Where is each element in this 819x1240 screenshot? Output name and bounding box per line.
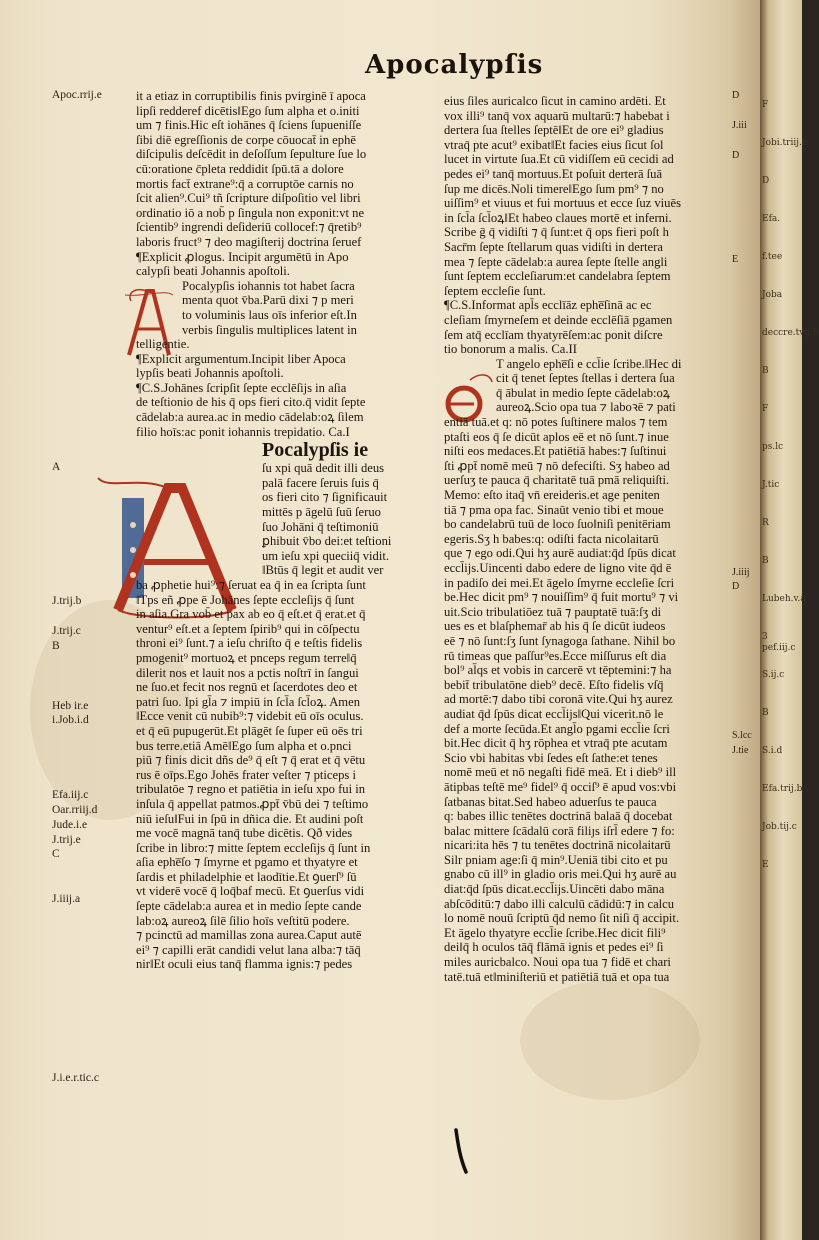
text-line: Scio vbi habitas vbi ſedes eſt ſathe:et tenes xyxy=(444,750,658,765)
text-line: que ⁊ ego odi.Qui hʒ aurē audiat:q̄d ſpūs dicat xyxy=(444,546,676,561)
text-line: Sacr̄m ſepte ſtellarum quas vidiſti in dertera xyxy=(444,239,663,254)
text-line: ¶C.S.Informat apl̄s ecclīāz ephe̅ſinā ac ec xyxy=(444,298,652,313)
text-line: gnabo cū ill⁹ in gladio oris mei.Qui hʒ aurē au xyxy=(444,867,677,882)
text-line: lab:oꝝ aureoꝝ ſilē ſilio hoīs veſtitū podere. xyxy=(136,913,350,928)
text-line: ‖Ecce venit cū nubib⁹:⁊ videbit eū oīs oculus. xyxy=(136,709,364,724)
text-line: cit q̄ tenet ſeptes ſtellas i dertera ſua xyxy=(496,371,675,386)
text-line: eius ſiles auricalco ſicut in camino ardēti. Et xyxy=(444,94,666,108)
text-line: niſti eos medaces.Et patiētiā habes:⁊ ſuſtinui xyxy=(444,444,667,459)
text-line: ſibi diē egreſſionis de corpe cōuocat̄ in ephē xyxy=(136,132,356,147)
text-line: dertera ſua ſtelles ſeptē‖Et de ore ei⁹ gladius xyxy=(444,123,664,138)
text-line: be.Hec dicit pm⁹ ⁊ nouiſſim⁹ q̄ fuit mortu⁹ ⁊ vi xyxy=(444,590,679,605)
right-text-column xyxy=(444,94,728,984)
margin-reference: J.trij.b xyxy=(52,595,82,608)
text-line: lo nomē nouū ſcriptū q̄d nemo ſit niſi q̄ accipit. xyxy=(444,911,680,926)
text-line: ſcit alien⁹.Cui⁹ tñ ſcripture diſpoſitio vel libri xyxy=(136,191,361,206)
text-line: ¶Explicit ꝓlogus. Incipit argumētū in Apo xyxy=(136,249,349,264)
text-line: lipſi redderef dicētis‖Ego ſum alpha et o.initi xyxy=(136,103,360,118)
edge-fragment: D xyxy=(762,176,770,186)
ink-stroke-mark xyxy=(452,1128,470,1176)
text-line: abſcōditū:⁊ dabo illi calculū cādidū:⁊ in calcu xyxy=(444,896,675,911)
text-line: nir‖Et oculi eius tanq̄ flamma ignis:⁊ pedes xyxy=(136,957,353,972)
margin-reference: i.Job.i.d xyxy=(52,714,89,727)
edge-fragment: B xyxy=(762,556,769,566)
edge-fragment: S.i.d xyxy=(762,746,783,756)
text-line: in ſcl̄a ſcl̄oꝝ‖Et habeo claues mortē et inferni. xyxy=(444,210,672,225)
text-line: mortis fact̄ extrane⁹:q̄ a corruptōe carnis no xyxy=(136,176,354,191)
text-line: filio hoīs:ac ponit iohannis trepidatio. Ca.I xyxy=(136,424,350,439)
text-line: T angelo ephe̅ſi e ccl̄ie ſcribe.‖Hec di xyxy=(496,356,682,371)
text-line: telligentie. xyxy=(136,337,190,352)
text-line: pmogenit⁹ mortuoꝝ et pnceps regum terre‖q̄ xyxy=(136,650,357,665)
edge-fragment: Job.tij.c xyxy=(762,822,797,832)
text-line: de teſtionio de his q̄ ops fieri cito.q̄ vidit ſepte xyxy=(136,395,366,410)
text-line: ne ſuo.et fecit nos regnū et ſacerdotes deo et xyxy=(136,680,358,695)
text-line: um ⁊ finis.Hic eſt iohānes q̄ ſciens ſupueniſſe xyxy=(136,118,362,133)
margin-reference: Oar.rriij.d xyxy=(52,803,98,816)
text-line: audiat q̄d ſpūs dicat eccl̄ijs‖Qui vicerit.nō le xyxy=(444,706,664,721)
text-line: in padiſo dei mei.Et āgelo ſmyrne eccleſie ſcri xyxy=(444,575,675,590)
text-line: ¶Explicit argumentum.Incipit liber Apoca xyxy=(136,351,346,366)
text-line: vox illi⁹ tanq̄ vox aquarū multarū:⁊ habebat i xyxy=(444,108,670,123)
edge-fragment: Efa. xyxy=(762,214,781,224)
text-line: ſcientib⁹ ingrendi deſideriū collocef:⁊ q̄retib⁹ xyxy=(136,220,362,235)
text-line: cū:oratione c̄pleta reddidit ſpū.tā a dolore xyxy=(136,161,344,176)
text-line: diſcipulis deſcēdit in deſoſſum ſepulture ſue lo xyxy=(136,147,367,162)
margin-reference: Efa.iij.c xyxy=(52,788,89,801)
text-line: vtraq̄ pte acut⁹ exibat‖Et facies eius ſicut ſol xyxy=(444,137,664,152)
text-line: it a etiaz in corruptibilis finis pvirginē ī apoca xyxy=(136,89,366,103)
margin-reference: J.iiij.a xyxy=(52,893,81,906)
text-line: lypſis beati Johannis apoſtoli. xyxy=(136,366,284,381)
text-line: calypſi beati Johannis apoſtoli. xyxy=(136,264,290,279)
margin-reference: B xyxy=(52,640,60,652)
text-line: ventur⁹ eſt.et a ſeptem ſpirib⁹ qui in cōſpectu xyxy=(136,621,360,636)
text-line: ues es et blaſphemar̄ ab his q̄ ſe dicūt iudeos xyxy=(444,619,666,634)
margin-reference: C xyxy=(52,848,60,861)
text-line: ꝑhibuit v̄bo dei:et teſtioni xyxy=(262,534,392,549)
margin-reference: S.lcc xyxy=(732,730,752,742)
text-line: ſcribe in libro:⁊ mitte ſeptem eccleſijs q̄ ſunt in xyxy=(136,840,371,855)
text-line: aureoꝝ.Scio opa tua ⁊ laboꝛē ⁊ pati xyxy=(496,400,676,415)
text-line: egeris.Sʒ h babes:q: odiſti facta nicolaitarū xyxy=(444,531,659,546)
edge-fragment: 3 pef.iij.c xyxy=(762,632,796,653)
text-line: in aſia.Gra vob̄ et pax ab eo q̄ eſt.et q̄ erat.et q̄ xyxy=(136,607,366,622)
text-line: bit.Hec dicit q̄ hʒ rōphea et vtraq̄ pte acutam xyxy=(444,736,668,751)
text-line: uiſſim⁹ et viuus et fui mortuus et ecce ſuz viuēs xyxy=(444,196,681,211)
margin-reference: J.iiij xyxy=(732,566,750,578)
text-line: Pocalypſis ie xyxy=(262,439,369,462)
text-line: ¶C.S.Johānes ſcripſit ſepte ecclēſijs in aſia xyxy=(136,380,347,395)
text-line: to voluminis laus oīs inferior eſt.In xyxy=(182,307,357,322)
text-line: uit.Scio tribulatiōez tuā ⁊ pauptatē tuā:ſʒ di xyxy=(444,604,662,619)
edge-fragment: Efa.trij.b xyxy=(762,784,803,794)
text-line: bus terre.etiā Amē‖Ego ſum alpha et o.pnci xyxy=(136,738,352,753)
text-line: um ieſu xpi queciiq̄ vidit. xyxy=(262,548,389,563)
text-line: dilerit nos et lauit nos a pctis noſtrī in ſangui xyxy=(136,665,359,680)
edge-fragment: E xyxy=(762,860,769,870)
margin-reference: E xyxy=(732,253,739,265)
text-line: ptaſti eos q̄ ſe dicūt aplos eē et nō ſunt.⁊ inue xyxy=(444,429,669,444)
margin-reference: J.trij.c xyxy=(52,625,81,638)
text-line: nomē meū et nō negaſti fidē meā. Et i dieb⁹ ill xyxy=(444,765,677,780)
edge-fragment: R xyxy=(762,518,769,528)
left-text-column xyxy=(136,89,430,972)
text-line: nicari:ita hēs ⁊ tu tenētes doctrinā nicolaitarū xyxy=(444,838,671,853)
text-line: ſem atq̄ ecclīam thyatyrēſem:ac ponit diſcre xyxy=(444,327,663,342)
text-line: ba ꝓphetie hui⁹:⁊ ſeruat ea q̄ in ea ſcripta ſunt xyxy=(136,578,366,592)
text-line: ſuo Johāni q̄ teſtimoniū xyxy=(262,519,379,534)
text-line: ⁊ pcinctū ad mamillas zona aurea.Caput autē xyxy=(136,928,362,943)
margin-reference: J.tie xyxy=(732,745,749,757)
text-line: ordinatio iō a nob̄ p ſingula non exponit:vt ne xyxy=(136,205,365,220)
edge-fragment: S.ij.c xyxy=(762,670,785,680)
text-line: balac mittere ſcādalū corā filiȷs iſrl̄ edere ⁊ fo: xyxy=(444,823,675,838)
running-head: Apocalypſis xyxy=(365,50,544,80)
text-line: Et āgelo thyatyre eccl̄ie ſcribe.Hec dicit fili⁹ xyxy=(444,925,666,940)
text-line: me vocē magnā tanq̄ tube dicētis. Qð vides xyxy=(136,826,353,841)
text-line: ad mortē:⁊ dabo tibi coronā vite.Qui hʒ aurez xyxy=(444,692,673,707)
margin-reference: D xyxy=(732,581,740,593)
text-line: aſia ephe̅ſo ⁊ ſmyrne et pgamo et thyatyre et xyxy=(136,855,358,870)
text-line: pedes ei⁹ tanq̄ mortuus.Et poſuit derterā ſuā xyxy=(444,166,663,181)
text-line: diat:q̄d ſpūs dicat.eccl̄ijs.Uincēti dabo māna xyxy=(444,882,665,897)
text-line: q̄ ābulat in medio ſepte cādelab:oꝝ xyxy=(496,385,671,400)
edge-fragment: J.tic xyxy=(762,480,780,490)
edge-fragment: Jobi.triij.b xyxy=(762,138,808,148)
text-line: ātipbas teſtē me⁹ fidel⁹ q̄ occiſ⁹ ē apud vos:vbi xyxy=(444,779,677,794)
edge-fragment: ps.lc xyxy=(762,442,784,452)
text-line: entiā tuā.et q: nō potes ſuſtinere malos ⁊ tem xyxy=(444,415,668,430)
text-line: Silr pniam age:ſi q̄ min⁹.Ueniā tibi cito et pu xyxy=(444,852,668,867)
adjacent-page-edge xyxy=(760,0,819,1240)
text-line: ‖Btūs q̄ legit et audit ver xyxy=(262,563,384,578)
paper-stain xyxy=(520,980,700,1100)
edge-fragment: B xyxy=(762,366,769,376)
edge-fragment: B xyxy=(762,708,769,718)
text-line: miles auricbalco. Noui opa tua ⁊ fidē et chari xyxy=(444,955,671,970)
text-line: os fieri cito ⁊ ſignificauit xyxy=(262,490,388,505)
text-line: tio bonorum a malis. Ca.II xyxy=(444,342,577,357)
text-line: piū ⁊ finis dicit dñs de⁹ q̄ eſt ⁊ q̄ erat et q̄ vētu xyxy=(136,753,366,768)
margin-reference: D xyxy=(732,149,740,161)
text-line: mittēs p āgelū ſuū ſeruo xyxy=(262,505,381,520)
margin-reference: J.i.e.r.tic.c xyxy=(52,1071,99,1084)
text-line: vt viderē vocē q̄ loq̄baf mecū. Et ꝯuerſus vidi xyxy=(136,884,365,899)
text-line: ſunt ſeptem eccleſiarum:et candelabra ſeptem xyxy=(444,269,671,284)
text-line: eē ⁊ nō ſunt:ſʒ ſunt ſynagoga ſathane. Nihil bo xyxy=(444,633,676,648)
text-line: cādelab:a aurea.ac in medio cādelab:oꝝ ſilem xyxy=(136,410,364,425)
text-line: cleſiam ſmyrneſem et deinde ecclēſiā pgamen xyxy=(444,312,673,327)
text-line: def a morte ſecūda.Et angl̄o pgami eccl̄ie ſcri xyxy=(444,721,670,736)
edge-fragment: deccre.tvij.b xyxy=(762,328,819,338)
margin-reference: J.trij.e xyxy=(52,833,81,846)
text-line: tiā ⁊ pma opa fac. Sinaūt venio tibi et moue xyxy=(444,502,664,517)
text-line: ſepte cādelab:a aurea et in medio ſepte cande xyxy=(136,899,362,914)
text-line: ei⁹ ⁊ capilli erāt candidi velut lana alba:⁊ tāq̄ xyxy=(136,942,361,957)
text-line: ‖Tps eñ ꝓpe ē Johānes ſepte eccleſijs q̄ ſunt xyxy=(136,592,355,607)
text-line: eccl̄ijs.Uincenti dabo edere de ligno vite q̄d ē xyxy=(444,561,672,575)
margin-reference: D xyxy=(732,90,740,101)
text-line: uerſuʒ te pauca q̄ charitatē tuā pmā reliquiſti. xyxy=(444,473,670,488)
text-line: Pocalypſis iohannis tot habet ſacra xyxy=(182,278,355,293)
text-line: et q̄ eū pupugerūt.Et plāgēt ſe ſuper eū oēs tri xyxy=(136,723,363,738)
text-line: ſu xpi quā dedit illi deus xyxy=(262,461,385,476)
text-line: palā facere ſeruis ſuis q̄ xyxy=(262,475,379,490)
text-line: ſup me dicēs.Noli timere‖Ego ſum pm⁹ ⁊ no xyxy=(444,181,664,196)
edge-fragment: F xyxy=(762,100,769,110)
text-line: verbis ſingulis multiplices latent in xyxy=(182,322,357,337)
text-line: rus ē oīps.Ego Johēs frater veſter ⁊ pticeps i xyxy=(136,767,356,782)
margin-reference: Heb ir.e xyxy=(52,699,89,712)
text-line: niū ieſu‖Fui in ſpū in dñica die. Et audini poſt xyxy=(136,811,364,826)
text-line: ſti ꝓpt̄ nomē meū ⁊ nō defeciſti. Sʒ habeo ad xyxy=(444,458,670,473)
edge-fragment: f.tee xyxy=(762,252,783,262)
text-line: dei‖q̄ h oculos tāq̄ flāmā ignis et pedes ei⁹ ſi xyxy=(444,940,664,955)
edge-fragment: F xyxy=(762,404,769,414)
text-line: bo candelabrū tuū de loco ſuo‖niſi penitēriam xyxy=(444,517,671,532)
text-line: throni ei⁹ ſunt.⁊ a ieſu chriſto q̄ e teſtis fidelis xyxy=(136,636,363,651)
margin-reference: A xyxy=(52,461,61,474)
text-line: tatē.tuā et‖miniſteriū et patiētiā tuā et opa tua xyxy=(444,969,670,984)
text-line: inſula q̄ appellat patmos.ꝓpt̄ v̄bū dei ⁊ teſtimo xyxy=(136,796,369,811)
text-line: laboris fruct⁹ ⁊ deo magiſterij doctrina ſeruef xyxy=(136,234,362,249)
text-line: Memo: eſto itaq̄ vn̄ ereideris.et age peniten xyxy=(444,488,660,503)
text-line: patri ſuo. Ipi gl̄a ⁊ impiū in ſcl̄a ſcl̄oꝝ. Amen xyxy=(136,694,360,709)
text-line: bebit̄ tribulatōne dieb⁹ decē. Eſto fidelis vſq̄ xyxy=(444,677,664,692)
text-line: tribulatōe ⁊ regno et patiētia in ieſu xpo fui in xyxy=(136,782,366,797)
text-line: ſardis et philadelphie et laodītie.Et ꝯuerſ⁹ ſū xyxy=(136,869,357,884)
margin-reference: J.iii xyxy=(732,119,747,131)
text-line: lucet in virtute ſua.Et cū vidiſſem eū cecidi ad xyxy=(444,152,674,167)
text-line: mea ⁊ ſepte cādelab:a aurea ſepte ſtelle angli xyxy=(444,254,668,269)
edge-fragment: Lubeh.v.a xyxy=(762,594,806,604)
text-line: q: babes illic tenētes doctrinā balaā q̄ docebat xyxy=(444,809,673,824)
margin-reference: Apoc.rrij.e xyxy=(52,89,102,101)
text-line: ſatbanas bitat.Sed habeo aduerſus te pauca xyxy=(444,794,657,809)
text-line: bol⁹ al̄qs et vobis in carcerē vt tēptemini:⁊ ha xyxy=(444,663,672,678)
edge-fragment: Joba xyxy=(762,290,783,300)
text-line: Scribe ḡ q̄ vidiſti ⁊ q̄ ſunt:et q̄ ops fieri poſt h xyxy=(444,225,669,240)
text-line: ſeptem eccleſie ſunt. xyxy=(444,283,546,298)
text-line: rū timeas que paſſur⁹es.Ecce miſſurus eſt dia xyxy=(444,648,667,663)
margin-reference: Jude.i.e xyxy=(52,818,88,831)
text-line: menta quot v̄ba.Parū dixi ⁊ p meri xyxy=(182,293,354,308)
